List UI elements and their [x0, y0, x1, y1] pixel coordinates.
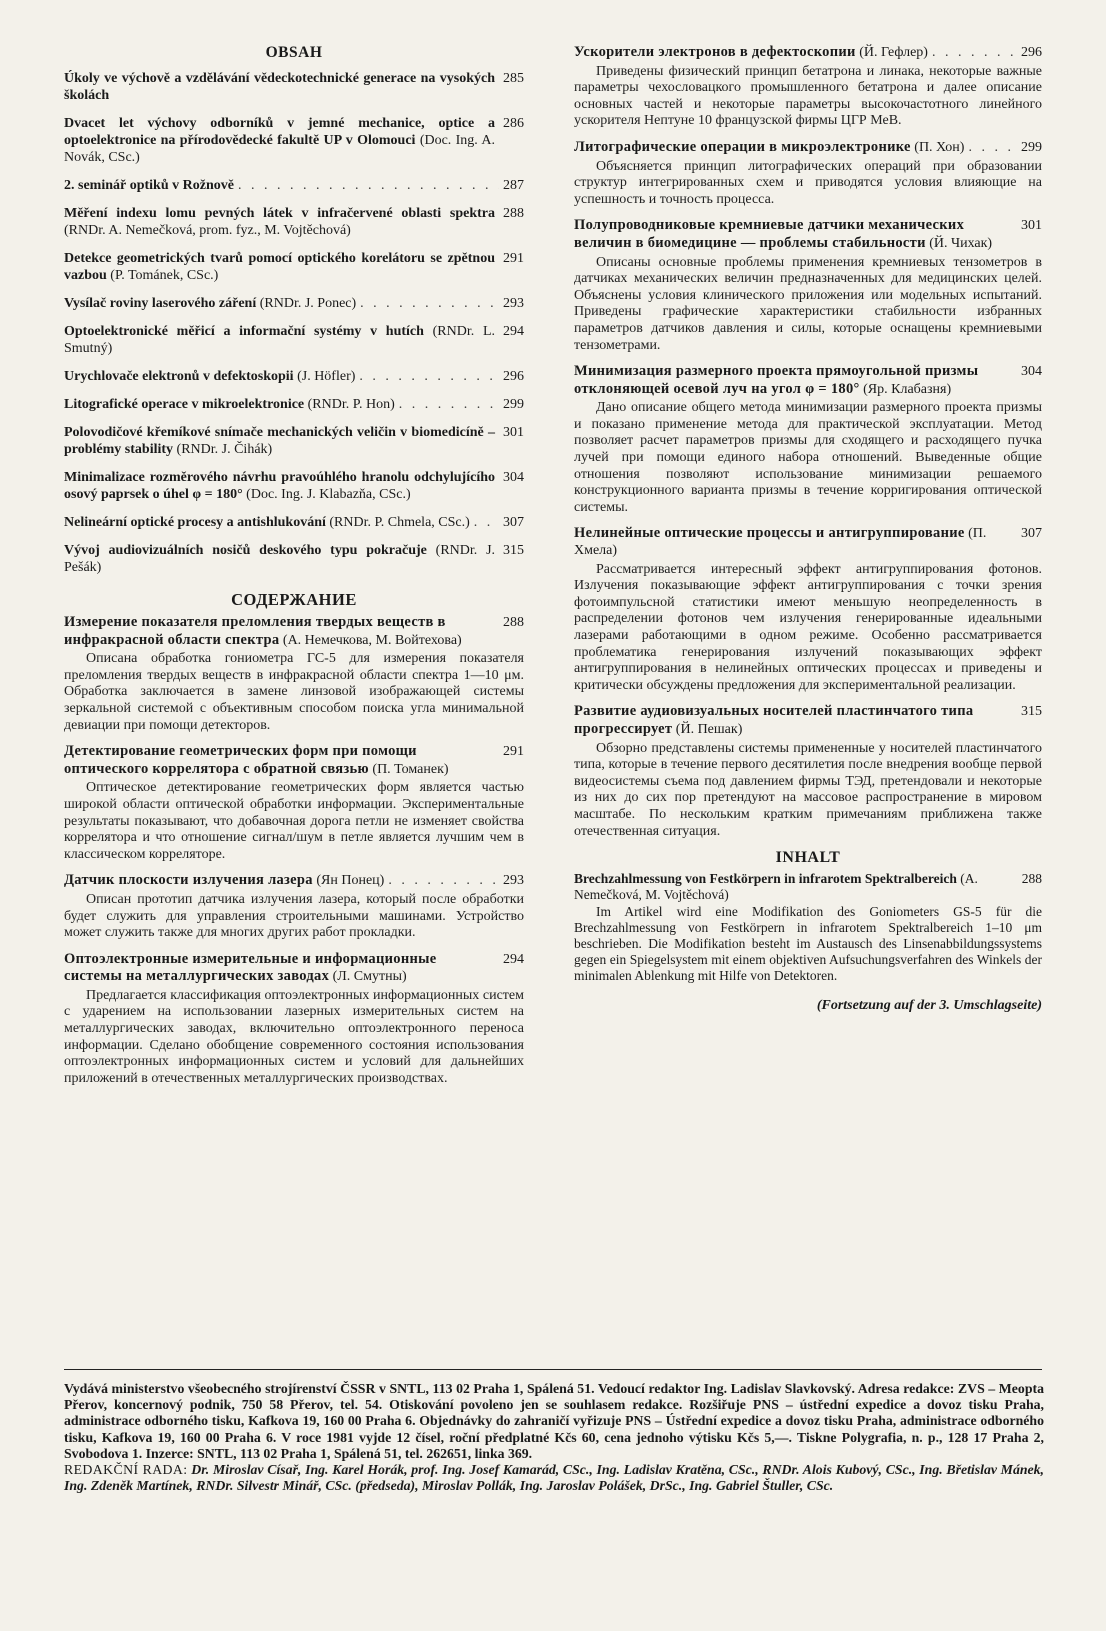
- ru-toc-entry-page: 291: [503, 744, 524, 760]
- toc-entry-page: 285: [503, 71, 524, 86]
- ru-toc-entry-row: [574, 703, 1042, 738]
- right-column: [574, 44, 1042, 1014]
- toc-entry-title: Dvacet let výchovy odborníků v jemné mechanice, optice a optoelektronice na přírodovědecké fakultě UP v Olomouci: [64, 116, 495, 148]
- ru-toc-entry: [64, 614, 524, 734]
- ru-toc-entry-author: (П. Хмела): [574, 526, 987, 559]
- toc-entry-author: (RNDr. P. Chmela, CSc.): [329, 515, 470, 530]
- de-toc-entry-title: Brechzahlmessung von Festkörpern in infrarotem Spektralbereich: [574, 871, 957, 887]
- ru-toc-entry-page: 307: [1021, 526, 1042, 542]
- toc-entry-author: (P. Tománek, CSc.): [110, 268, 219, 283]
- toc-entry-row: [64, 323, 524, 357]
- toc-dot-leader: [399, 396, 499, 413]
- toc-entry-title: Měření indexu lomu pevných látek v infračervené oblasti spektra: [64, 206, 495, 221]
- russian-contents-heading: СОДЕРЖАНИЕ: [231, 590, 357, 609]
- toc-entry: [64, 469, 524, 503]
- ru-toc-entry: [574, 44, 1042, 130]
- ru-toc-entry-author: (П. Хон): [914, 139, 965, 155]
- toc-entry-author: (RNDr. L. Smutný): [64, 324, 495, 356]
- toc-entry-page: 294: [503, 324, 524, 339]
- ru-toc-entry-abstract: Описан прототип датчика излучения лазера, который после обработки будет служить для управления строительными машинами. Устройство может служить также для многих других работ прокладки.: [64, 891, 524, 941]
- ru-toc-entry-author: (Й. Чихак): [929, 235, 993, 251]
- ru-toc-entry-page: 299: [1021, 139, 1042, 155]
- ru-toc-entry-page: 301: [1021, 218, 1042, 234]
- toc-entry-title: Úkoly ve výchově a vzdělávání vědeckotechnické generace na vysokých školách: [64, 71, 495, 103]
- imprint-text: Vydává ministerstvo všeobecného strojírenství ČSSR v SNTL, 113 02 Praha 1, Spálená 51. Vedoucí redaktor Ing. Ladislav Slavkovský. Adresa redakce: ZVS – Meopta Přerov, koncernový podnik, 750 58 Přerov, tel. 54. Otiskování povoleno jen se souhlasem redakce. Rozšiřuje PNS – ústřední expedice a dovoz tisku Praha, administrace odborného tisku, Kafkova 19, 160 00 Praha 6. Objednávky do zahraničí vyřizuje PNS – Ústřední expedice a dovoz tisku Praha, administrace odborného tisku, Kafkova 19, 160 00 Praha 6. V roce 1981 vyjde 12 čísel, roční předplatné Kčs 60, cena jednoho výtisku Kčs 5,—. Tiskne Polygrafia, n. p., 128 17 Praha 2, Svobodova 1. Inzerce: SNTL, 113 02 Praha 1, Spálená 51, tel. 262651, linka 369.: [64, 1381, 1044, 1461]
- toc-entry-title: Nelineární optické procesy a antishlukování: [64, 515, 326, 530]
- german-contents-list: [574, 871, 1042, 984]
- de-toc-entry-page: 288: [1021, 871, 1042, 887]
- ru-toc-entry-page: 296: [1021, 45, 1042, 60]
- ru-toc-entry-abstract: Описаны основные проблемы применения кремниевых тензометров в датчиках механических величин предназначенных для медицинских целей. Объяснены условия клинического приложения или модельных испытаний. Приведены графические характеристики стабильности избранных параметров датчиков давления и силы, которые оснащены кремниевыми тензометрами.: [574, 254, 1042, 353]
- czech-contents-heading: OBSAH: [265, 44, 323, 61]
- toc-entry-row: [64, 295, 524, 312]
- ru-toc-entry: [574, 703, 1042, 840]
- ru-toc-entry: [64, 872, 524, 941]
- toc-entry-page: 299: [503, 397, 524, 412]
- german-contents-heading: INHALT: [775, 849, 841, 867]
- ru-toc-entry-author: (Ян Понец): [316, 873, 385, 889]
- toc-entry-text: [64, 424, 495, 458]
- de-toc-entry: [574, 871, 1042, 984]
- toc-entry-text: [64, 323, 495, 357]
- ru-toc-entry-title: Литографические операции в микроэлектронике: [574, 138, 911, 155]
- toc-entry: [64, 250, 524, 284]
- toc-entry: [64, 295, 524, 312]
- toc-entry-row: [64, 424, 524, 458]
- ru-toc-entry-row: [64, 614, 524, 649]
- toc-entry-title: Litografické operace v mikroelektronice: [64, 397, 305, 412]
- toc-entry-page: 307: [503, 515, 524, 530]
- toc-dot-leader: [932, 45, 1017, 62]
- toc-dot-leader: [238, 177, 499, 194]
- ru-toc-entry-text: [574, 44, 928, 62]
- de-toc-entry-text: [574, 871, 1022, 903]
- toc-entry-author: (Doc. Ing. A. Novák, CSc.): [64, 133, 495, 165]
- ru-toc-entry-abstract: Приведены физический принцип бетатрона и линака, некоторые важные параметры чехословацкого промышленного бетатрона и далее описание основных частей и некоторые параметры высокочастотного линейного ускорителя Нептуне 10 французской фирмы ЦГР МеВ.: [574, 63, 1042, 129]
- ru-toc-entry-author: (Яр. Клабазня): [863, 381, 952, 397]
- toc-entry-title: Optoelektronické měřicí a informační systémy v hutích: [64, 324, 424, 339]
- toc-entry-author: (J. Höfler): [297, 369, 356, 384]
- toc-entry-row: [64, 542, 524, 576]
- russian-contents-list-left: [64, 614, 524, 1087]
- ru-toc-entry-text: [574, 525, 1013, 559]
- toc-dot-leader: [968, 140, 1017, 157]
- ru-toc-entry: [64, 951, 524, 1088]
- ru-toc-entry-title: Детектирование геометрических форм при помощи оптического коррелятора с обратной связью: [64, 743, 417, 777]
- toc-entry-author: (RNDr. J. Ponec): [259, 296, 357, 311]
- ru-toc-entry-text: [64, 743, 495, 778]
- ru-toc-entry-abstract: Обзорно представлены системы примененные у носителей пластинчатого типа, которые в течение первого десятилетия после внедрения вообще первой видеосистемы съема под давлением фирмы ТЭД, претендовали и некоторые из них до сих пор претендуют на массовое распространение в мировом масштабе. По нескольким кратким примечаниям приближена также отечественная ситуация.: [574, 740, 1042, 839]
- toc-entry: [64, 177, 524, 194]
- ru-toc-entry: [574, 139, 1042, 208]
- toc-entry: [64, 542, 524, 576]
- ru-toc-entry-page: 304: [1021, 364, 1042, 380]
- de-toc-entry-author: (A. Nemečková, M. Vojtěchová): [574, 871, 978, 903]
- ru-toc-entry-page: 294: [503, 951, 524, 967]
- ru-toc-entry-title: Измерение показателя преломления твердых веществ в инфракрасной области спектра: [64, 614, 446, 648]
- toc-entry: [64, 396, 524, 413]
- de-toc-entry-row: [574, 871, 1042, 903]
- left-column: [64, 44, 524, 1096]
- ru-toc-entry-text: [574, 217, 1013, 252]
- toc-entry: [64, 70, 524, 104]
- toc-entry: [64, 514, 524, 531]
- ru-toc-entry-title: Развитие аудиовизуальных носителей пластинчатого типа прогрессирует: [574, 703, 974, 737]
- toc-entry-row: [64, 70, 524, 104]
- toc-entry-author: (RNDr. J. Pešák): [64, 543, 496, 575]
- toc-entry-author: (RNDr. P. Hon): [307, 397, 395, 412]
- footer-divider: [64, 1369, 1042, 1370]
- ru-toc-entry-row: [64, 743, 524, 778]
- ru-toc-entry-abstract: Описана обработка гониометра ГС-5 для измерения показателя преломления твердых веществ в инфракрасной области спектра 1—10 μм. Обработка заключается в замене линзовой изображающей системы зеркальной системой с объективным способом поиска угла минимальной девиации при помощи детекторов.: [64, 651, 524, 733]
- ru-toc-entry-row: [64, 872, 524, 890]
- ru-toc-entry-abstract: Предлагается классификация оптоэлектронных информационных систем с ударением на использовании лазерных измерительных систем на металлургических заводах, включительно оптоэлектронного переноса информации. Сделано обобщение современного состояния использования оптоэлектронных информационных систем и условий для дальнейших приложений в отечественных металлургических производствах.: [64, 987, 524, 1086]
- ru-toc-entry-author: (П. Томанек): [372, 761, 449, 777]
- toc-entry-text: [64, 70, 495, 104]
- ru-toc-entry-row: [64, 951, 524, 986]
- toc-entry-page: 296: [503, 369, 524, 384]
- toc-entry-title: Detekce geometrických tvarů pomocí optického korelátoru se zpětnou vazbou: [64, 251, 495, 283]
- toc-entry-row: [64, 115, 524, 166]
- ru-toc-entry-text: [64, 872, 384, 890]
- ru-toc-entry-title: Оптоэлектронные измерительные и информационные системы на металлургических заводах: [64, 950, 437, 985]
- toc-entry-text: [64, 542, 495, 576]
- toc-entry-text: [64, 205, 495, 239]
- toc-entry: [64, 368, 524, 385]
- editorial-board-members: Dr. Miroslav Císař, Ing. Karel Horák, prof. Ing. Josef Kamarád, CSc., Ing. Ladislav Kratěna, CSc., RNDr. Alois Kubový, CSc., Ing. Břetislav Mánek, Ing. Zdeněk Martínek, RNDr. Silvestr Minář, CSc. (předseda), Miroslav Pollák, Ing. Jaroslav Polášek, DrSc., Ing. Gabriel Štuller, CSc.: [64, 1462, 1044, 1494]
- ru-toc-entry-title: Ускорители электронов в дефектоскопии: [574, 44, 856, 60]
- toc-entry-page: 315: [503, 543, 524, 558]
- ru-toc-entry-page: 288: [503, 615, 524, 630]
- toc-entry-author: (RNDr. A. Nemečková, prom. fyz., M. Vojtěchová): [64, 223, 351, 238]
- ru-toc-entry-text: [574, 703, 1013, 738]
- czech-contents-list: [64, 70, 524, 576]
- ru-toc-entry: [64, 743, 524, 863]
- toc-entry-page: 293: [503, 296, 524, 311]
- continuation-note: (Fortsetzung auf der 3. Umschlagseite): [816, 998, 1042, 1014]
- ru-toc-entry-title: Полупроводниковые кремниевые датчики механических величин в биомедицине — проблемы стабильности: [574, 217, 965, 251]
- de-toc-entry-abstract: Im Artikel wird eine Modifikation des Goniometers GS-5 für die Brechzahlmessung von Festkörpern in infrarotem Spektralbereich 1–10 μm beschrieben. Die Modifikation besteht im Austausch des Linsenabbildungssystems gegen ein Spiegelsystem mit einem objektiven Aufsuchungsverfahren des Winkels der minimalen Ablenkung mit Hilfe von Detektoren.: [574, 904, 1042, 984]
- toc-entry-page: 286: [503, 116, 524, 131]
- toc-entry-row: [64, 250, 524, 284]
- ru-toc-entry-author: (А. Немечкова, М. Войтехова): [282, 632, 462, 648]
- toc-entry-text: [64, 396, 395, 413]
- toc-entry-page: 304: [503, 470, 524, 485]
- toc-entry-text: [64, 250, 495, 284]
- imprint-footer: [64, 1381, 1044, 1494]
- toc-entry-page: 301: [503, 425, 524, 440]
- toc-entry-page: 288: [503, 206, 524, 221]
- toc-entry: [64, 424, 524, 458]
- toc-entry: [64, 115, 524, 166]
- toc-entry-title: Minimalizace rozměrového návrhu pravoúhlého hranolu odchylujícího osový paprsek o úhel φ = 180°: [64, 470, 495, 502]
- editorial-board-label: REDAKČNÍ RADA:: [64, 1462, 188, 1478]
- toc-entry-text: [64, 115, 495, 166]
- ru-toc-entry-abstract: Дано описание общего метода минимизации размерного проекта призмы и показано применение метода для практической эксплуатации. Метод позволяет расчет параметров призмы для сходящего и расходящего пучка лучей при помощи единого набора отношений. Выведенные общие отношения позволяют использование минимизации решаемого конструкционного варианта призмы в течение корригирования оптической системы.: [574, 400, 1042, 515]
- toc-entry-row: [64, 177, 524, 194]
- toc-dot-leader: [388, 873, 499, 890]
- toc-dot-leader: [359, 368, 499, 385]
- toc-entry-title: Vysílač roviny laserového záření: [64, 296, 257, 311]
- toc-entry-title: 2. seminář optiků v Rožnově: [64, 178, 234, 193]
- ru-toc-entry-text: [64, 614, 495, 649]
- ru-toc-entry-title: Нелинейные оптические процессы и антигруппирование: [574, 525, 965, 542]
- toc-entry: [64, 323, 524, 357]
- ru-toc-entry: [574, 363, 1042, 516]
- toc-entry-row: [64, 469, 524, 503]
- ru-toc-entry-text: [574, 363, 1013, 398]
- ru-toc-entry-row: [574, 44, 1042, 62]
- toc-entry-text: [64, 177, 234, 194]
- ru-toc-entry-row: [574, 525, 1042, 559]
- toc-dot-leader: [360, 295, 499, 312]
- ru-toc-entry-title: Датчик плоскости излучения лазера: [64, 872, 313, 889]
- toc-entry-text: [64, 469, 495, 503]
- ru-toc-entry-row: [574, 217, 1042, 252]
- toc-entry-page: 287: [503, 178, 524, 193]
- toc-entry-row: [64, 514, 524, 531]
- ru-toc-entry: [574, 217, 1042, 354]
- toc-entry-title: Urychlovače elektronů v defektoskopii: [64, 369, 294, 384]
- ru-toc-entry: [574, 525, 1042, 694]
- toc-entry-author: (Doc. Ing. J. Klabazňa, CSc.): [246, 487, 411, 502]
- toc-entry-row: [64, 368, 524, 385]
- toc-entry-text: [64, 514, 470, 531]
- toc-entry: [64, 205, 524, 239]
- ru-toc-entry-author: (Й. Пешак): [675, 721, 743, 737]
- ru-toc-entry-text: [574, 139, 964, 157]
- ru-toc-entry-title: Минимизация размерного проекта прямоугольной призмы отклоняющей осевой луч на угол φ = 180°: [574, 363, 979, 397]
- toc-entry-title: Vývoj audiovizuálních nosičů deskového typu pokračuje: [64, 543, 427, 558]
- ru-toc-entry-author: (Й. Гефлер): [859, 45, 928, 60]
- toc-entry-page: 291: [503, 251, 524, 266]
- toc-entry-row: [64, 396, 524, 413]
- ru-toc-entry-row: [574, 363, 1042, 398]
- ru-toc-entry-abstract: Оптическое детектирование геометрических форм является частью широкой области оптической обработки информации. Экспериментальные результаты показывают, что добавочная дорога петли не изменяет свойства коррелятора и что отношение сигнал/шум в петле является лучшим чем в классическом корреляторе.: [64, 780, 524, 862]
- toc-entry-author: (RNDr. J. Čihák): [176, 442, 273, 457]
- ru-toc-entry-page: 315: [1021, 704, 1042, 720]
- ru-toc-entry-row: [574, 139, 1042, 157]
- toc-entry-title: Polovodičové křemíkové snímače mechanických veličin v biomedicíně – problémy stability: [64, 425, 495, 457]
- toc-entry-text: [64, 295, 356, 312]
- ru-toc-entry-abstract: Рассматривается интересный эффект антигруппирования фотонов. Излучения показывающие эффект антигруппирования с точки зрения фотоимпульсной статистики имеют меньшую неопределенность в распределении фотонов чем излучения генерированные идеальными лазерами работающими в одном режиме. Особенно рассматривается проблематика генерирования излучений показывающих эффект антигруппирования в нелинейных оптических процессах и приведены и критически обсуждены предложения для экспериментальной реализации.: [574, 561, 1042, 693]
- toc-dot-leader: [474, 514, 499, 531]
- ru-toc-entry-author: (Л. Смутны): [332, 969, 407, 985]
- ru-toc-entry-page: 293: [503, 873, 524, 889]
- toc-entry-row: [64, 205, 524, 239]
- ru-toc-entry-text: [64, 951, 495, 986]
- ru-toc-entry-abstract: Объясняется принцип литографических операций при образовании структур интегрированных схем и приводятся условия влияющие на успешность и точность процесса.: [574, 158, 1042, 207]
- toc-entry-text: [64, 368, 355, 385]
- russian-contents-list-right: [574, 44, 1042, 840]
